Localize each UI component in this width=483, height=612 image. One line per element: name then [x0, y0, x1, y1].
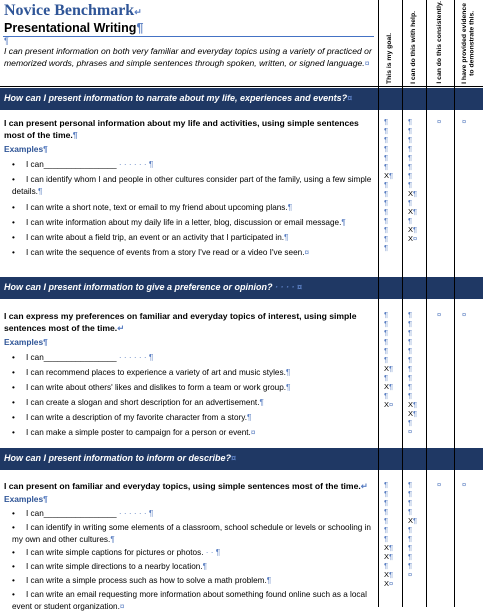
bullet-icon: •	[12, 576, 15, 585]
bullet-icon: •	[12, 248, 15, 257]
section-statement	[4, 480, 376, 492]
bullet-icon: •	[12, 383, 15, 392]
bullet-icon: •	[12, 562, 15, 571]
list-item	[12, 232, 376, 244]
consistently-column-marks: ¤	[437, 480, 442, 489]
pilcrow-icon: ¶	[285, 368, 291, 377]
list-item	[12, 412, 376, 424]
column-header-evidence	[454, 4, 483, 84]
statement-text: I can present on familiar and everyday topics, using simple sentences most of the time.	[4, 481, 361, 491]
bullet-icon: •	[12, 590, 15, 599]
consistently-column-marks: ¤	[437, 117, 442, 126]
cell-end-mark-icon: ¤	[364, 58, 370, 68]
bullet-icon: •	[12, 218, 15, 227]
list-item	[12, 174, 376, 197]
section-statement	[4, 310, 376, 334]
bullet-icon: •	[12, 413, 15, 422]
pilcrow-icon: ¶	[287, 203, 293, 212]
list-item-text: I can write about others' likes and dislikes to form a team or work group.	[26, 383, 287, 392]
section-band-inform	[0, 448, 483, 470]
pilcrow-icon: ¶	[266, 576, 272, 585]
goal-column-marks: ¶ ¶ ¶ ¶ ¶ ¶ X¶ ¶ X¶ ¶ X¤	[384, 310, 394, 409]
intro-text	[4, 45, 374, 69]
column-divider	[454, 0, 455, 607]
pilcrow-icon: ¶	[43, 494, 48, 504]
help-column-marks: ¶ ¶ ¶ ¶ X¶ ¶ ¶ ¶ ¶ ¶ ¤	[408, 480, 418, 579]
column-header-consistently-text: I can do this consistently.	[436, 1, 444, 84]
statement-text: I can present personal information about my life and activities, using simple sentences most of the time.	[4, 118, 359, 140]
examples-heading	[4, 144, 48, 154]
pilcrow-icon: · · · · · · ¶	[116, 509, 154, 518]
list-item-text: I can________________	[26, 353, 117, 362]
column-header-help-text: I can do this with help.	[410, 11, 418, 84]
pilcrow-icon: ¶	[284, 233, 289, 242]
pilcrow-icon: ¶	[202, 562, 207, 571]
section-question-text: How can I present information to inform or describe?	[4, 453, 232, 463]
pilcrow-icon: ¶	[286, 383, 291, 392]
help-column-marks: ¶ ¶ ¶ ¶ ¶ ¶ ¶ ¶ X¶ ¶ X¶ ¶ X¶ X¤	[408, 117, 418, 243]
section-question-text: How can I present information to give a preference or opinion?	[4, 282, 273, 292]
cell-end-mark-icon: ¤	[347, 93, 353, 103]
list-item-text: I can________________	[26, 509, 117, 518]
list-item	[12, 547, 376, 559]
return-mark-icon: ↵	[360, 481, 368, 491]
bullet-icon: •	[12, 523, 15, 532]
cell-end-mark-icon: ¤	[231, 453, 237, 463]
list-item-text: I can make a simple poster to campaign for a person or event.	[26, 428, 251, 437]
column-divider	[378, 0, 379, 607]
bullet-icon: •	[12, 160, 15, 169]
bullet-icon: •	[12, 398, 15, 407]
list-item	[12, 217, 376, 229]
list-item	[12, 202, 376, 214]
list-item-text: I can write a short note, text or email to my friend about upcoming plans.	[26, 203, 288, 212]
help-column-marks: ¶ ¶ ¶ ¶ ¶ ¶ ¶ ¶ ¶ ¶ X¶ X¶ ¶ ¤	[408, 310, 418, 436]
list-item-text: I can identify in writing some elements of a classroom, school schedule or levels or schooling in my own and other cultures.	[12, 523, 371, 544]
bullet-icon: •	[12, 509, 15, 518]
column-divider	[402, 0, 403, 607]
list-item	[12, 382, 376, 394]
list-item-text: I can write simple directions to a nearby location.	[26, 562, 203, 571]
column-header-consistently	[426, 1, 454, 84]
pilcrow-icon: ¶	[259, 398, 264, 407]
pilcrow-icon: ¶	[37, 186, 43, 196]
intro-content: I can present information on both very familiar and everyday topics using a variety of practiced or memorized words, phrases and simple sentences through spoken, written, or signed language.	[4, 46, 372, 68]
list-item-text: I can________________	[26, 160, 117, 169]
list-item	[12, 352, 376, 364]
bullet-icon: •	[12, 548, 15, 557]
list-item	[12, 367, 376, 379]
column-header-help	[402, 4, 426, 84]
list-item	[12, 575, 376, 587]
pilcrow-icon: ¶	[136, 21, 144, 35]
page-subtitle	[4, 21, 143, 35]
statement-text: I can express my preferences on familiar and everyday topics of interest, using simple sentences most of the time.	[4, 311, 357, 333]
list-item	[12, 427, 376, 439]
list-item	[12, 247, 376, 259]
title-rule	[3, 36, 374, 37]
bullet-icon: •	[12, 368, 15, 377]
goal-column-marks: ¶ ¶ ¶ ¶ ¶ ¶ ¶ X¶ X¶ ¶ X¶ X¤	[384, 480, 394, 588]
consistently-column-marks: ¤	[437, 310, 442, 319]
pilcrow-icon: · · · · · · ¶	[116, 160, 154, 169]
examples-heading	[4, 337, 48, 347]
page-title-text: Novice Benchmark	[4, 2, 135, 19]
bullet-icon: •	[12, 203, 15, 212]
list-item	[12, 589, 376, 612]
section-band-opinion	[0, 277, 483, 299]
list-item-text: I can write the sequence of events from a story I've read or a video I've seen.	[26, 248, 305, 257]
section-question	[4, 282, 302, 292]
column-header-goal-text: This is my goal.	[386, 33, 394, 84]
pilcrow-icon: ¶	[43, 337, 48, 347]
bullet-icon: •	[12, 428, 15, 437]
pilcrow-icon: ¶	[247, 413, 252, 422]
list-item-text: I can write an email requesting more information about something found online such as a local event or student organization.	[12, 590, 367, 611]
list-item	[12, 522, 376, 545]
evidence-column-marks: ¤	[462, 117, 467, 126]
examples-label: Examples	[4, 337, 44, 347]
section-question-text: How can I present information to narrate about my life, experiences and events?	[4, 93, 348, 103]
list-item-text: I can recommend places to experience a variety of art and music styles.	[26, 368, 286, 377]
column-divider	[426, 0, 427, 607]
pilcrow-icon: ¶	[110, 534, 115, 544]
pilcrow-icon: ¶	[341, 218, 346, 227]
section-statement	[4, 117, 376, 141]
list-item-text: I can write simple captions for pictures or photos.	[26, 548, 204, 557]
list-item-text: I can create a slogan and short description for an advertisement.	[26, 398, 260, 407]
pilcrow-icon: ¶	[72, 130, 78, 140]
column-header-goal	[378, 4, 402, 84]
cell-end-mark-icon: · · · · ¤	[272, 282, 303, 292]
examples-heading	[4, 494, 48, 504]
pilcrow-icon: · · · · · · ¶	[116, 353, 154, 362]
section-question	[4, 93, 352, 103]
header-rule	[0, 86, 483, 87]
list-item	[12, 159, 376, 171]
evidence-column-marks: ¤	[462, 480, 467, 489]
page-title	[4, 2, 142, 20]
list-item-text: I can write a simple process such as how to solve a math problem.	[26, 576, 267, 585]
examples-label: Examples	[4, 494, 44, 504]
cell-end-mark-icon: ¤	[119, 601, 125, 611]
bullet-icon: •	[12, 175, 15, 184]
return-mark-icon: ↵	[134, 7, 142, 17]
list-item	[12, 508, 376, 520]
cell-end-mark-icon: ¤	[250, 428, 256, 437]
pilcrow-icon: ¶	[43, 144, 48, 154]
list-item-text: I can write a description of my favorite character from a story.	[26, 413, 247, 422]
bullet-icon: •	[12, 233, 15, 242]
list-item	[12, 561, 376, 573]
examples-label: Examples	[4, 144, 44, 154]
list-item-text: I can write about a field trip, an event or an activity that I participated in.	[26, 233, 285, 242]
column-header-evidence-text: I have provided evidence to demonstrate this.	[461, 3, 476, 84]
section-question	[4, 453, 236, 463]
cell-end-mark-icon: ¤	[304, 248, 310, 257]
list-item-text: I can write information about my daily life in a letter, blog, discussion or email message.	[26, 218, 342, 227]
pilcrow-icon: ¶	[4, 36, 9, 46]
section-band-narrate	[0, 88, 483, 110]
list-item-text: I can identify whom I and people in other cultures consider part of the family, using a few simple details.	[12, 175, 372, 196]
goal-column-marks: ¶ ¶ ¶ ¶ ¶ ¶ X¶ ¶ ¶ ¶ ¶ ¶ ¶ ¶ ¶	[384, 117, 394, 252]
list-item	[12, 397, 376, 409]
return-mark-icon: ↵	[117, 323, 125, 333]
page-subtitle-text: Presentational Writing	[4, 21, 137, 35]
evidence-column-marks: ¤	[462, 310, 467, 319]
pilcrow-icon: · · ¶	[203, 548, 221, 557]
bullet-icon: •	[12, 353, 15, 362]
